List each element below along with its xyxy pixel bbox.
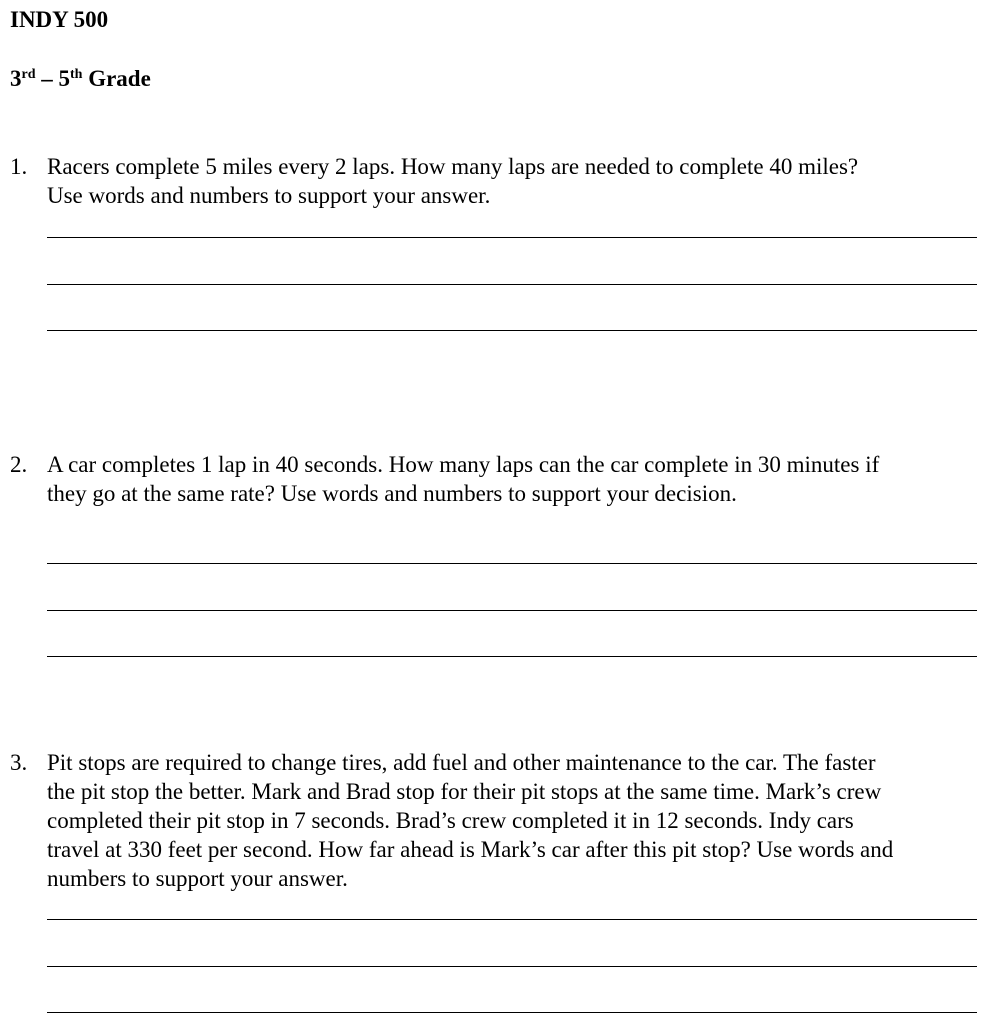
question-text: Pit stops are required to change tires, add fuel and other maintenance to the car. The faster the pit stop the better. Mark and Brad stop for their pit stops at the same time. Mark’s crew completed their pit stop in 7 seconds. Brad’s crew completed it in 12 seconds. Indy cars travel at 330 feet per second. How far ahead is Mark’s car after this pit stop? Use words and numbers to support your answer. <box>47 750 894 891</box>
question-1 <box>10 152 995 210</box>
grade-start-suffix: rd <box>21 67 36 82</box>
grade-word: Grade <box>82 66 151 91</box>
question-text: A car completes 1 lap in 40 seconds. How many laps can the car complete in 30 minutes if they go at the same rate? Use words and numbers to support your decision. <box>47 452 880 506</box>
grade-level <box>10 65 151 93</box>
question-number: 2. <box>10 452 28 477</box>
answer-line[interactable] <box>47 563 977 564</box>
question-number: 1. <box>10 154 28 179</box>
answer-line[interactable] <box>47 1012 977 1013</box>
answer-line[interactable] <box>47 919 977 920</box>
question-3 <box>10 748 995 893</box>
grade-end-suffix: th <box>70 67 83 82</box>
question-2 <box>10 450 995 508</box>
answer-line[interactable] <box>47 610 977 611</box>
grade-start-number: 3 <box>10 66 22 91</box>
answer-line[interactable] <box>47 237 977 238</box>
grade-dash: – <box>35 66 59 91</box>
question-text: Racers complete 5 miles every 2 laps. How many laps are needed to complete 40 miles? Use words and numbers to support your answer. <box>47 154 859 208</box>
answer-line[interactable] <box>47 656 977 657</box>
answer-line[interactable] <box>47 330 977 331</box>
answer-line[interactable] <box>47 966 977 967</box>
grade-end-number: 5 <box>58 66 70 91</box>
answer-line[interactable] <box>47 284 977 285</box>
worksheet-title: INDY 500 <box>10 7 109 32</box>
question-number: 3. <box>10 750 28 775</box>
